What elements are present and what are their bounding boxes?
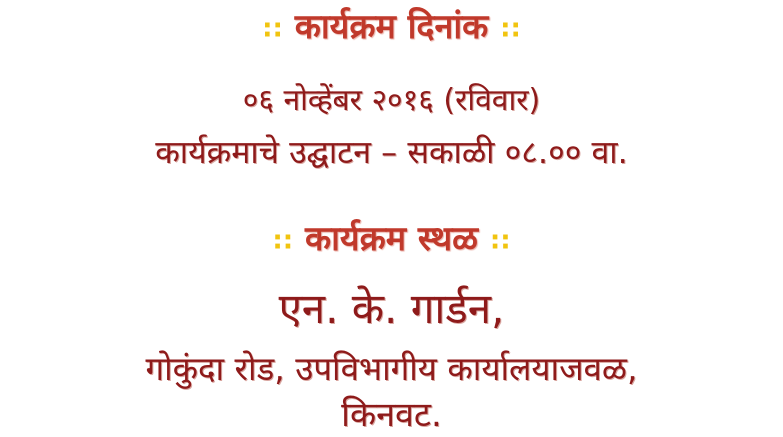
venue-address: गोकुंदा रोड, उपविभागीय कार्यालयाजवळ, bbox=[145, 349, 638, 388]
heading-dots-left: :: bbox=[262, 13, 283, 44]
heading-dots-left: :: bbox=[272, 225, 294, 256]
venue-name: एन. के. गार्डन, bbox=[278, 284, 505, 333]
program-date-heading bbox=[0, 7, 783, 47]
program-date-line: ०६ नोव्हेंबर २०१६ (रविवार) bbox=[242, 83, 541, 118]
program-venue-heading bbox=[0, 219, 783, 259]
venue-city: किनवट. bbox=[341, 395, 442, 435]
inauguration-time-line: कार्यक्रमाचे उद्घाटन – सकाळी ०८.०० वा. bbox=[155, 133, 628, 171]
program-venue-title: कार्यक्रम स्थळ bbox=[304, 219, 479, 259]
heading-dots-right: :: bbox=[489, 225, 511, 256]
heading-dots-right: :: bbox=[500, 13, 521, 44]
program-date-title: कार्यक्रम दिनांक bbox=[294, 7, 489, 47]
